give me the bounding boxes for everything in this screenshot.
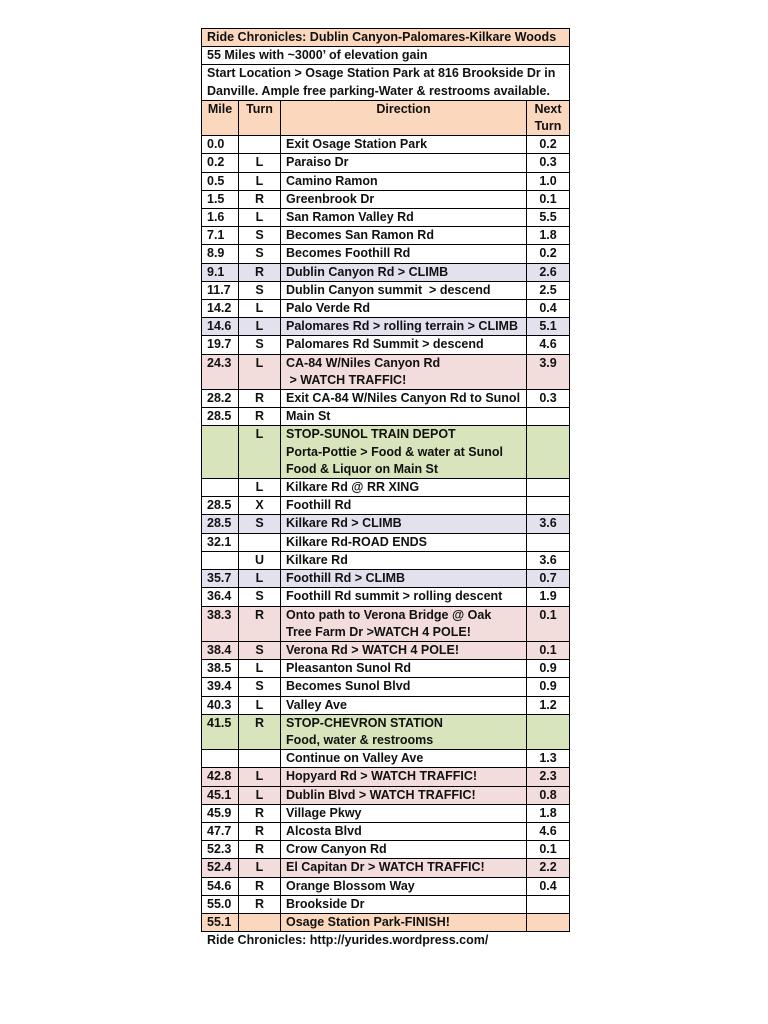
- cue-turn: R: [239, 895, 281, 913]
- cue-mile: 19.7: [202, 336, 239, 354]
- cue-row: [202, 768, 570, 786]
- cue-mile: 1.5: [202, 190, 239, 208]
- cue-turn: L: [239, 570, 281, 588]
- start-location: [202, 65, 570, 100]
- cue-turn: [239, 533, 281, 551]
- cue-mile: 45.9: [202, 804, 239, 822]
- cue-direction: [281, 768, 527, 786]
- cue-next-turn: [527, 408, 570, 426]
- cue-direction-line: Palomares Rd > rolling terrain > CLIMB: [286, 319, 519, 334]
- cue-row: [202, 245, 570, 263]
- cue-row: [202, 497, 570, 515]
- cue-direction-line: Becomes San Ramon Rd: [286, 228, 434, 243]
- cue-turn: L: [239, 786, 281, 804]
- cue-direction: [281, 804, 527, 822]
- cue-turn: R: [239, 804, 281, 822]
- cue-turn: U: [239, 551, 281, 569]
- cue-mile: 11.7: [202, 281, 239, 299]
- cue-next-turn: 0.3: [527, 154, 570, 172]
- cue-next-turn: 0.1: [527, 190, 570, 208]
- cue-row: [202, 804, 570, 822]
- cue-next-turn: [527, 497, 570, 515]
- cue-mile: 14.6: [202, 318, 239, 336]
- cue-direction: [281, 479, 527, 497]
- cue-direction: [281, 877, 527, 895]
- cue-row: [202, 678, 570, 696]
- cue-direction-line: Camino Ramon: [286, 173, 378, 188]
- cue-next-turn: 1.0: [527, 172, 570, 190]
- cue-turn: S: [239, 515, 281, 533]
- header-next-turn-line-1: Next: [534, 101, 562, 116]
- cue-direction-line: Kilkare Rd-ROAD ENDS: [286, 534, 427, 549]
- ride-summary: 55 Miles with ~3000’ of elevation gain: [202, 47, 570, 65]
- cue-direction-line: Brookside Dr: [286, 896, 365, 911]
- cue-next-turn: 0.9: [527, 660, 570, 678]
- cue-row: [202, 190, 570, 208]
- cue-row: [202, 408, 570, 426]
- start-location-line-1: Start Location > Osage Station Park at 816 Brookside Dr in: [207, 66, 556, 81]
- cue-mile: 47.7: [202, 822, 239, 840]
- cue-direction: [281, 172, 527, 190]
- cue-direction: [281, 408, 527, 426]
- cue-direction-line: > WATCH TRAFFIC!: [286, 372, 407, 387]
- cue-mile: 0.5: [202, 172, 239, 190]
- cue-direction-line: Alcosta Blvd: [286, 823, 362, 838]
- cue-turn: R: [239, 408, 281, 426]
- cue-direction-line: Osage Station Park-FINISH!: [286, 914, 450, 929]
- cue-next-turn: 5.5: [527, 209, 570, 227]
- cue-direction-line: Hopyard Rd > WATCH TRAFFIC!: [286, 769, 478, 784]
- footer-credit: Ride Chronicles: http://yurides.wordpress.com/: [207, 933, 489, 948]
- cue-row: [202, 714, 570, 749]
- cue-turn: R: [239, 877, 281, 895]
- cue-row: [202, 336, 570, 354]
- cue-next-turn: 0.4: [527, 300, 570, 318]
- cue-next-turn: 1.9: [527, 588, 570, 606]
- cue-direction-line: El Capitan Dr > WATCH TRAFFIC!: [286, 860, 485, 875]
- cue-direction: [281, 354, 527, 389]
- cue-next-turn: [527, 913, 570, 931]
- cue-turn: R: [239, 190, 281, 208]
- cue-direction: [281, 318, 527, 336]
- cue-direction: [281, 263, 527, 281]
- cue-next-turn: 2.3: [527, 768, 570, 786]
- cue-next-turn: [527, 714, 570, 749]
- cue-mile: 38.4: [202, 641, 239, 659]
- cue-next-turn: 2.6: [527, 263, 570, 281]
- cue-direction-line: Valley Ave: [286, 697, 347, 712]
- cue-direction-line: Paraiso Dr: [286, 155, 349, 170]
- header-next-turn: [527, 100, 570, 135]
- cue-direction-line: Exit Osage Station Park: [286, 137, 428, 152]
- cue-row: [202, 750, 570, 768]
- cue-next-turn: 0.2: [527, 136, 570, 154]
- cue-row: [202, 227, 570, 245]
- cue-next-turn: 0.1: [527, 606, 570, 641]
- cue-next-turn: 0.1: [527, 641, 570, 659]
- cue-direction-line: Greenbrook Dr: [286, 191, 375, 206]
- cue-direction: [281, 678, 527, 696]
- cue-row: [202, 859, 570, 877]
- cue-next-turn: 0.9: [527, 678, 570, 696]
- cue-turn: R: [239, 841, 281, 859]
- cue-direction-line: Palo Verde Rd: [286, 301, 371, 316]
- cue-direction: [281, 227, 527, 245]
- cue-direction: [281, 390, 527, 408]
- header-next-turn-line-2: Turn: [534, 119, 562, 134]
- cue-direction: [281, 336, 527, 354]
- cue-mile: 28.5: [202, 497, 239, 515]
- cue-row: [202, 300, 570, 318]
- cue-next-turn: 0.2: [527, 245, 570, 263]
- cue-direction-line: Kilkare Rd > CLIMB: [286, 516, 402, 531]
- cue-next-turn: 1.3: [527, 750, 570, 768]
- cue-direction: [281, 913, 527, 931]
- cue-next-turn: 2.2: [527, 859, 570, 877]
- cue-turn: S: [239, 678, 281, 696]
- cue-direction-line: Dublin Canyon summit > descend: [286, 282, 491, 297]
- cue-next-turn: [527, 895, 570, 913]
- cue-direction-line: Palomares Rd Summit > descend: [286, 337, 484, 352]
- cue-mile: [202, 426, 239, 479]
- cue-direction: [281, 136, 527, 154]
- cue-direction-line: Exit CA-84 W/Niles Canyon Rd to Sunol: [286, 391, 521, 406]
- cue-direction-line: Orange Blossom Way: [286, 878, 415, 893]
- cue-mile: 55.1: [202, 913, 239, 931]
- cue-direction: [281, 588, 527, 606]
- cue-mile: 52.3: [202, 841, 239, 859]
- cue-direction-line: Verona Rd > WATCH 4 POLE!: [286, 642, 460, 657]
- cue-mile: [202, 479, 239, 497]
- cue-row: [202, 570, 570, 588]
- cue-direction: [281, 497, 527, 515]
- cue-direction: [281, 895, 527, 913]
- cue-direction-line: Foothill Rd: [286, 498, 352, 513]
- cue-next-turn: 3.6: [527, 551, 570, 569]
- cue-direction-line: Onto path to Verona Bridge @ Oak: [286, 607, 492, 622]
- cue-direction-line: Crow Canyon Rd: [286, 842, 387, 857]
- cue-direction: [281, 426, 527, 479]
- cue-direction: [281, 606, 527, 641]
- cue-direction: [281, 300, 527, 318]
- cue-direction-line: Becomes Foothill Rd: [286, 246, 411, 261]
- cue-turn: L: [239, 172, 281, 190]
- cue-direction-line: Food & Liquor on Main St: [286, 461, 439, 476]
- cue-mile: 41.5: [202, 714, 239, 749]
- cue-row: [202, 660, 570, 678]
- cue-direction-line: Dublin Blvd > WATCH TRAFFIC!: [286, 787, 476, 802]
- cue-next-turn: 0.1: [527, 841, 570, 859]
- cue-row: [202, 390, 570, 408]
- cue-row: [202, 606, 570, 641]
- cue-direction: [281, 515, 527, 533]
- cue-direction-line: Kilkare Rd @ RR XING: [286, 480, 420, 495]
- cue-row: [202, 354, 570, 389]
- cue-direction: [281, 859, 527, 877]
- cue-mile: 42.8: [202, 768, 239, 786]
- cue-turn: R: [239, 822, 281, 840]
- cue-mile: 28.5: [202, 408, 239, 426]
- cue-row: [202, 515, 570, 533]
- cue-row: [202, 318, 570, 336]
- cue-direction-line: Foothill Rd > CLIMB: [286, 571, 406, 586]
- cue-mile: 8.9: [202, 245, 239, 263]
- cue-turn: L: [239, 660, 281, 678]
- cue-next-turn: 1.8: [527, 227, 570, 245]
- cue-row: [202, 263, 570, 281]
- cue-next-turn: 2.5: [527, 281, 570, 299]
- cue-turn: L: [239, 154, 281, 172]
- cue-next-turn: [527, 479, 570, 497]
- cue-mile: 52.4: [202, 859, 239, 877]
- cue-turn: S: [239, 227, 281, 245]
- cue-mile: 45.1: [202, 786, 239, 804]
- cue-direction: [281, 750, 527, 768]
- cue-mile: 55.0: [202, 895, 239, 913]
- cue-turn: X: [239, 497, 281, 515]
- cue-direction: [281, 570, 527, 588]
- cue-mile: [202, 750, 239, 768]
- cue-direction: [281, 714, 527, 749]
- cue-turn: S: [239, 641, 281, 659]
- start-location-line-2: Danville. Ample free parking-Water & restrooms available.: [207, 83, 550, 98]
- cue-direction-line: San Ramon Valley Rd: [286, 210, 414, 225]
- cue-mile: 54.6: [202, 877, 239, 895]
- cue-direction: [281, 209, 527, 227]
- cue-row: [202, 426, 570, 479]
- cue-row: [202, 822, 570, 840]
- cue-direction-line: Village Pkwy: [286, 805, 362, 820]
- cue-direction-line: Pleasanton Sunol Rd: [286, 661, 412, 676]
- cue-direction-line: Foothill Rd summit > rolling descent: [286, 589, 503, 604]
- header-mile: Mile: [202, 100, 239, 135]
- cue-direction-line: Dublin Canyon Rd > CLIMB: [286, 264, 449, 279]
- cue-turn: [239, 750, 281, 768]
- cue-row: [202, 533, 570, 551]
- cue-direction: [281, 533, 527, 551]
- cue-next-turn: 4.6: [527, 336, 570, 354]
- cue-next-turn: 1.2: [527, 696, 570, 714]
- cue-row: [202, 786, 570, 804]
- cue-turn: S: [239, 336, 281, 354]
- cue-direction: [281, 641, 527, 659]
- cue-row: [202, 841, 570, 859]
- cue-mile: 38.3: [202, 606, 239, 641]
- cue-direction: [281, 696, 527, 714]
- cue-row: [202, 281, 570, 299]
- cue-mile: 39.4: [202, 678, 239, 696]
- cue-direction-line: STOP-SUNOL TRAIN DEPOT: [286, 427, 456, 442]
- cue-direction-line: Kilkare Rd: [286, 552, 348, 567]
- cue-direction: [281, 551, 527, 569]
- cue-direction: [281, 281, 527, 299]
- cue-turn: L: [239, 696, 281, 714]
- cue-mile: 38.5: [202, 660, 239, 678]
- cue-row: [202, 479, 570, 497]
- cue-next-turn: 0.4: [527, 877, 570, 895]
- cue-turn: L: [239, 300, 281, 318]
- cue-direction: [281, 245, 527, 263]
- cue-next-turn: 1.8: [527, 804, 570, 822]
- cue-next-turn: 0.3: [527, 390, 570, 408]
- cue-row: [202, 877, 570, 895]
- cue-turn: L: [239, 209, 281, 227]
- cue-row: [202, 913, 570, 931]
- cue-turn: S: [239, 245, 281, 263]
- cue-row: [202, 895, 570, 913]
- cue-mile: 32.1: [202, 533, 239, 551]
- cue-direction-line: Becomes Sunol Blvd: [286, 679, 411, 694]
- cue-turn: L: [239, 479, 281, 497]
- cue-turn: [239, 136, 281, 154]
- cue-mile: 0.0: [202, 136, 239, 154]
- cue-next-turn: 4.6: [527, 822, 570, 840]
- cue-next-turn: 0.7: [527, 570, 570, 588]
- cue-row: [202, 551, 570, 569]
- cue-mile: [202, 551, 239, 569]
- cue-mile: 9.1: [202, 263, 239, 281]
- sheet-title: Ride Chronicles: Dublin Canyon-Palomares-Kilkare Woods: [202, 29, 570, 47]
- cue-mile: 40.3: [202, 696, 239, 714]
- cue-turn: L: [239, 768, 281, 786]
- cue-sheet: [201, 28, 569, 949]
- cue-next-turn: 5.1: [527, 318, 570, 336]
- cue-mile: 35.7: [202, 570, 239, 588]
- cue-direction-line: Porta-Pottie > Food & water at Sunol: [286, 444, 504, 459]
- cue-turn: R: [239, 606, 281, 641]
- cue-direction: [281, 822, 527, 840]
- cue-mile: 1.6: [202, 209, 239, 227]
- cue-row: [202, 172, 570, 190]
- cue-sheet-table: [201, 28, 570, 932]
- cue-row: [202, 209, 570, 227]
- cue-next-turn: [527, 533, 570, 551]
- cue-turn: [239, 913, 281, 931]
- cue-direction-line: Food, water & restrooms: [286, 732, 434, 747]
- cue-turn: S: [239, 588, 281, 606]
- cue-direction: [281, 841, 527, 859]
- header-direction: Direction: [281, 100, 527, 135]
- cue-turn: L: [239, 354, 281, 389]
- cue-direction-line: Tree Farm Dr >WATCH 4 POLE!: [286, 624, 471, 639]
- cue-row: [202, 136, 570, 154]
- cue-turn: R: [239, 390, 281, 408]
- cue-mile: 7.1: [202, 227, 239, 245]
- cue-mile: 24.3: [202, 354, 239, 389]
- cue-direction: [281, 190, 527, 208]
- cue-next-turn: 3.6: [527, 515, 570, 533]
- cue-next-turn: 0.8: [527, 786, 570, 804]
- cue-direction: [281, 154, 527, 172]
- cue-mile: 28.5: [202, 515, 239, 533]
- cue-mile: 28.2: [202, 390, 239, 408]
- cue-direction-line: Continue on Valley Ave: [286, 751, 424, 766]
- cue-mile: 14.2: [202, 300, 239, 318]
- cue-direction-line: CA-84 W/Niles Canyon Rd: [286, 355, 441, 370]
- cue-turn: R: [239, 714, 281, 749]
- cue-turn: S: [239, 281, 281, 299]
- cue-mile: 0.2: [202, 154, 239, 172]
- cue-direction-line: Main St: [286, 409, 331, 424]
- cue-mile: 36.4: [202, 588, 239, 606]
- cue-turn: L: [239, 318, 281, 336]
- cue-turn: R: [239, 263, 281, 281]
- cue-direction: [281, 786, 527, 804]
- cue-row: [202, 588, 570, 606]
- cue-direction-line: STOP-CHEVRON STATION: [286, 715, 443, 730]
- cue-turn: L: [239, 426, 281, 479]
- header-turn: Turn: [239, 100, 281, 135]
- cue-turn: L: [239, 859, 281, 877]
- cue-next-turn: 3.9: [527, 354, 570, 389]
- cue-row: [202, 154, 570, 172]
- cue-direction: [281, 660, 527, 678]
- cue-row: [202, 696, 570, 714]
- cue-next-turn: [527, 426, 570, 479]
- cue-row: [202, 641, 570, 659]
